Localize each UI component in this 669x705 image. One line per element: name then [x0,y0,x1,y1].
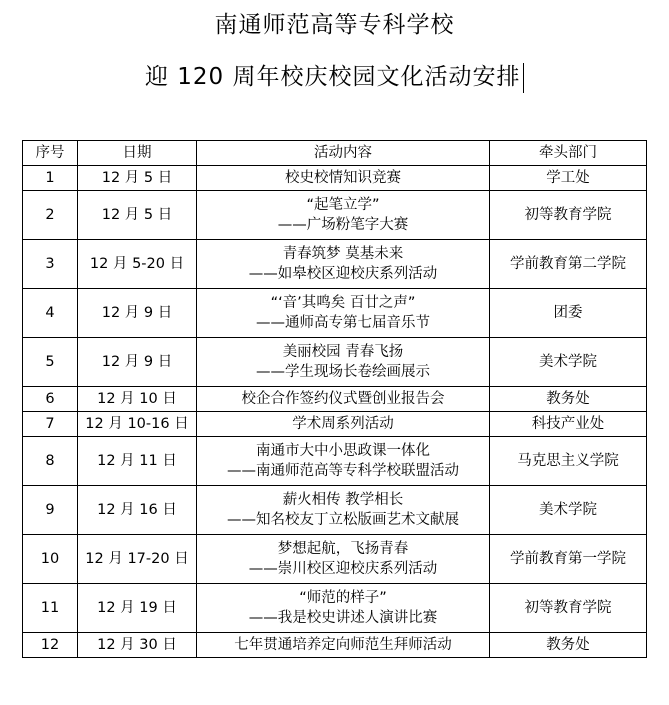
row-department: 美术学院 [490,338,647,387]
activity-line2: ——广场粉笔字大赛 [277,217,409,233]
row-date: 12 月 17-20 日 [78,535,197,584]
header-no: 序号 [23,141,78,166]
row-activity [197,437,490,486]
activity-line1: 学术周系列活动 [292,416,394,432]
row-activity [197,289,490,338]
activity-line2: ——崇川校区迎校庆系列活动 [248,561,438,577]
row-no: 1 [23,166,78,191]
row-department: 团委 [490,289,647,338]
document-subtitle [0,60,669,94]
document-subtitle-text: 迎 120 周年校庆校园文化活动安排 [144,64,521,90]
row-date: 12 月 16 日 [78,486,197,535]
row-date: 12 月 30 日 [78,633,197,658]
row-department: 马克思主义学院 [490,437,647,486]
row-department: 学工处 [490,166,647,191]
activity-line1: 美丽校园 青春飞扬 [282,344,404,360]
table-row [23,387,647,412]
row-date: 12 月 9 日 [78,338,197,387]
activity-line1: 校企合作签约仪式暨创业报告会 [241,391,445,407]
activity-line2: ——通师高专第七届音乐节 [256,315,430,331]
activity-line2: ——如皋校区迎校庆系列活动 [248,266,438,282]
table-row [23,412,647,437]
table-row [23,633,647,658]
row-date: 12 月 5 日 [78,191,197,240]
table-row [23,437,647,486]
row-no: 4 [23,289,78,338]
row-no: 12 [23,633,78,658]
table-row [23,584,647,633]
row-date: 12 月 10 日 [78,387,197,412]
row-department: 初等教育学院 [490,191,647,240]
activity-line2: ——我是校史讲述人演讲比赛 [248,610,438,626]
activity-line1: 薪火相传 教学相长 [282,492,404,508]
activity-line1: 南通市大中小思政课一体化 [256,443,430,459]
activity-line2: ——学生现场长卷绘画展示 [256,364,430,380]
row-no: 2 [23,191,78,240]
activity-line1: 青春筑梦 莫基未来 [282,246,404,262]
row-department: 教务处 [490,633,647,658]
activity-line1: 梦想起航，飞扬青春 [277,541,409,557]
row-department: 美术学院 [490,486,647,535]
table-row [23,240,647,289]
row-activity [197,191,490,240]
row-activity [197,387,490,412]
row-activity [197,338,490,387]
table-row [23,289,647,338]
row-activity [197,240,490,289]
row-activity [197,633,490,658]
row-activity [197,584,490,633]
schedule-table [22,140,647,658]
row-no: 9 [23,486,78,535]
row-department: 科技产业处 [490,412,647,437]
document-title: 南通师范高等专科学校 [214,12,455,38]
row-activity [197,166,490,191]
row-no: 3 [23,240,78,289]
row-department: 教务处 [490,387,647,412]
table-row [23,191,647,240]
row-no: 8 [23,437,78,486]
table-row [23,486,647,535]
activity-line1: “起笔立学” [306,197,380,213]
row-no: 6 [23,387,78,412]
row-date: 12 月 5 日 [78,166,197,191]
row-activity [197,412,490,437]
header-activity: 活动内容 [197,141,490,166]
table-header-row [23,141,647,166]
row-no: 5 [23,338,78,387]
row-no: 11 [23,584,78,633]
row-activity [197,535,490,584]
activity-line1: 七年贯通培养定向师范生拜师活动 [234,637,452,653]
activity-line2: ——南通师范高等专科学校联盟活动 [227,463,459,479]
row-department: 初等教育学院 [490,584,647,633]
row-date: 12 月 9 日 [78,289,197,338]
row-no: 7 [23,412,78,437]
row-department: 学前教育第一学院 [490,535,647,584]
text-cursor [523,63,525,93]
activity-line2: ——知名校友丁立松版画艺术文献展 [227,512,459,528]
activity-line1: “师范的样子” [299,590,387,606]
table-row [23,338,647,387]
header-department: 牵头部门 [490,141,647,166]
row-date: 12 月 11 日 [78,437,197,486]
row-date: 12 月 10-16 日 [78,412,197,437]
activity-line1: 校史校情知识竞赛 [285,170,401,186]
row-date: 12 月 19 日 [78,584,197,633]
row-date: 12 月 5-20 日 [78,240,197,289]
activity-line1: “‘音’其鸣矣 百廿之声” [270,295,416,311]
row-activity [197,486,490,535]
header-date: 日期 [78,141,197,166]
row-no: 10 [23,535,78,584]
table-row [23,166,647,191]
table-row [23,535,647,584]
row-department: 学前教育第二学院 [490,240,647,289]
